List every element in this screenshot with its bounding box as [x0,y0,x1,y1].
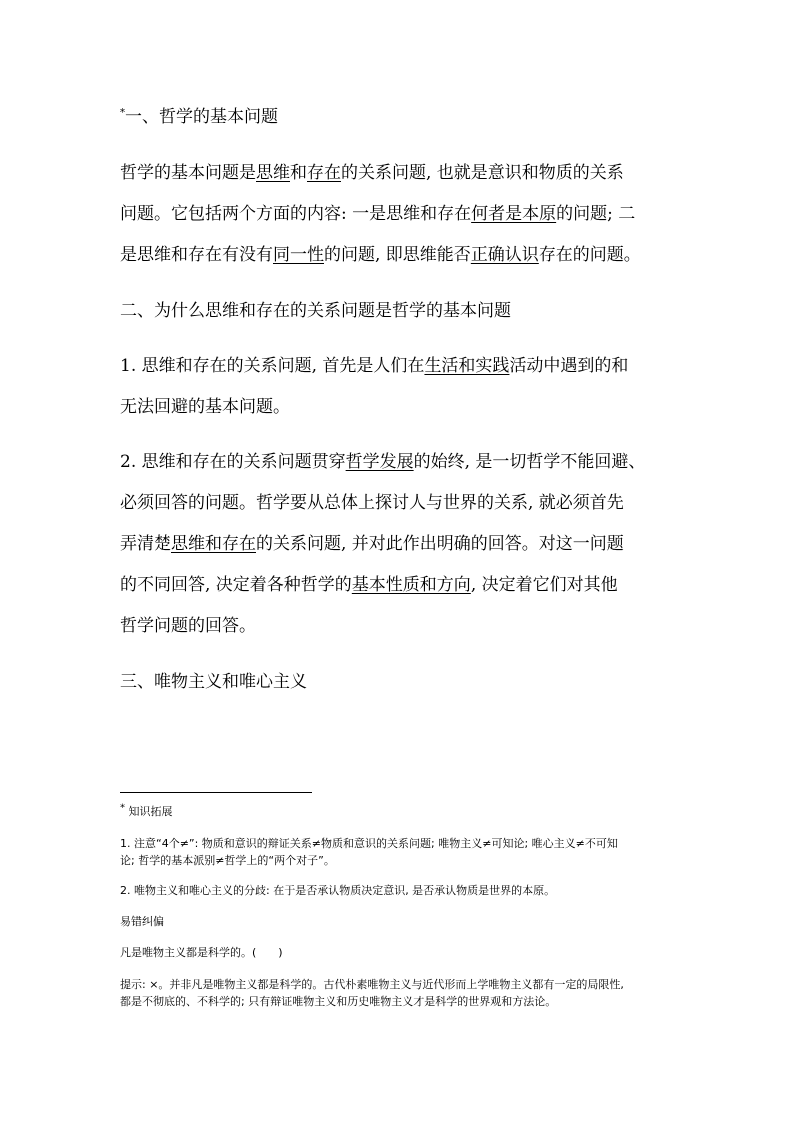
underlined-term: 基本性质和方向 [351,575,471,595]
section-1-paragraph-line-3 [120,240,641,270]
footnote-note-1-line-1: 1. 注意“4个≠”: 物质和意识的辩证关系≠物质和意识的关系问题; 唯物主义≠可知论; 唯心主义≠不可知 [120,837,618,850]
underlined-term: 何者是本原 [471,204,557,224]
section-1-paragraph-line-1 [120,158,624,188]
underlined-term: 正确认识 [470,245,539,265]
item-2-line-4 [120,570,618,600]
footnote-heading [120,803,690,820]
text: 1. 思维和存在的关系问题, 首先是人们在 [120,356,425,376]
text: 的关系问题, 也就是意识和物质的关系 [341,163,624,183]
error-correction-heading: 易错纠偏 [120,915,164,928]
text: 2. 思维和存在的关系问题贯穿 [120,452,346,472]
section-1-title-text: 一、哲学的基本问题 [125,107,278,127]
section-1-title [120,102,278,132]
footnote-note-2: 2. 唯物主义和唯心主义的分歧: 在于是否承认物质决定意识, 是否承认物质是世界的本原。 [120,884,556,897]
underlined-term: 存在 [307,163,341,183]
text: 的始终, 是一切哲学不能回避、 [413,452,646,472]
item-1-line-2: 无法回避的基本问题。 [120,397,290,417]
underlined-term: 同一性 [273,245,324,265]
text: 哲学的基本问题是 [120,163,256,183]
text: 活动中遇到的和 [509,356,629,376]
underlined-term: 思维和存在 [171,534,256,554]
section-3-title: 三、唯物主义和唯心主义 [120,672,307,692]
section-1-paragraph-line-2 [120,199,635,229]
underlined-term: 生活和实践 [424,356,510,376]
text: 存在的问题。 [538,245,641,265]
item-2-line-2: 必须回答的问题。哲学要从总体上探讨人与世界的关系, 就必须首先 [120,493,624,513]
text: 和 [290,163,307,183]
text: , 决定着它们对其他 [470,575,618,595]
section-2-title: 二、为什么思维和存在的关系问题是哲学的基本问题 [120,301,511,321]
item-1-line-1 [120,351,628,381]
item-2-line-3 [120,529,624,559]
hint-line-2: 都是不彻底的、不科学的; 只有辩证唯物主义和历史唯物主义才是科学的世界观和方法论。 [120,995,557,1008]
footnote-heading-text: 知识拓展 [128,805,173,818]
item-2-line-1 [120,447,645,477]
underlined-term: 思维 [256,163,290,183]
item-2-line-5: 哲学问题的回答。 [120,616,256,636]
text: 弄清楚 [120,534,171,554]
underlined-term: 哲学发展 [345,452,414,472]
question-line: 凡是唯物主义都是科学的。( ) [120,946,283,959]
footnote-separator [120,792,312,793]
footnote-note-1-line-2: 论; 哲学的基本派别≠哲学上的“两个对子”。 [120,854,335,867]
text: 问题。它包括两个方面的内容: 一是思维和存在 [120,204,472,224]
text: 是思维和存在有没有 [120,245,273,265]
text: 的关系问题, 并对此作出明确的回答。对这一问题 [256,534,624,554]
footnote-marker: * [120,107,125,119]
footnote-marker: * [120,802,125,814]
hint-line-1: 提示: ×。并非凡是唯物主义都是科学的。古代朴素唯物主义与近代形而上学唯物主义都有一定的局限性, [120,978,624,991]
text: 的不同回答, 决定着各种哲学的 [120,575,352,595]
text: 的问题; 二 [556,204,636,224]
text: 的问题, 即思维能否 [324,245,471,265]
